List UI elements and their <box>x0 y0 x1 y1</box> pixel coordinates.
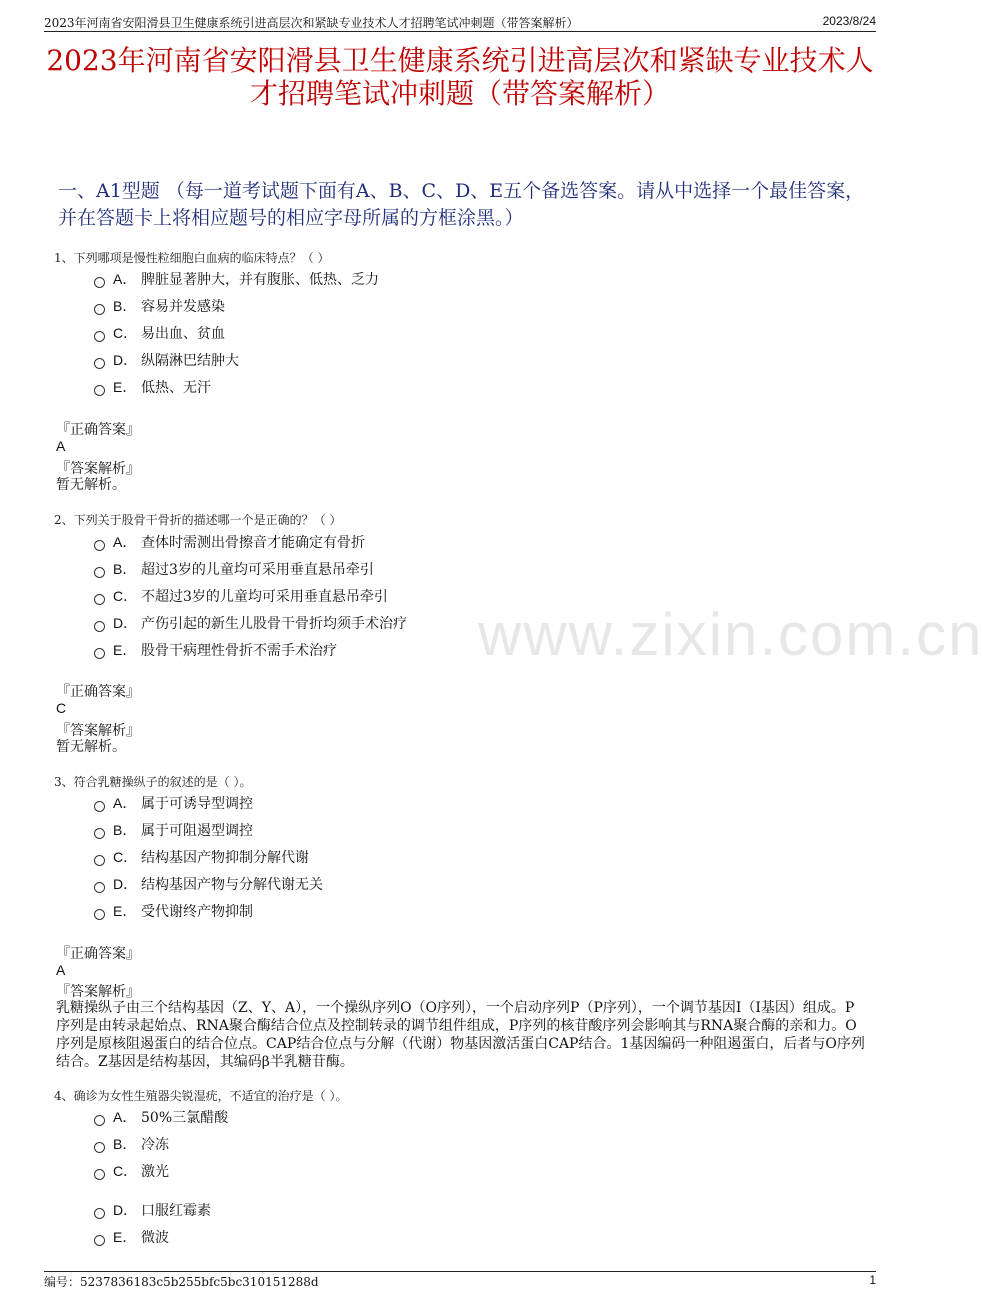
header-divider <box>44 31 876 32</box>
q3-option-b[interactable]: B． 属于可阻遏型调控 <box>94 820 253 840</box>
q4-option-c[interactable]: C． 激光 <box>94 1161 169 1181</box>
question-4: 4、确诊为女性生殖器尖锐湿疣，不适宜的治疗是（ ）。 <box>54 1089 348 1103</box>
q1-analysis: 暂无解析。 <box>56 477 126 493</box>
q4-option-a[interactable]: A． 50%三氯醋酸 <box>94 1107 228 1127</box>
document-id: 编号：5237836183c5b255bfc5bc310151288d <box>44 1275 319 1289</box>
q4-option-d[interactable]: D． 口服红霉素 <box>94 1200 211 1220</box>
page-header-date: 2023/8/24 <box>822 14 876 28</box>
radio-icon[interactable] <box>94 855 105 866</box>
q1-answer-label: 『正确答案』 <box>56 422 140 438</box>
radio-icon[interactable] <box>94 909 105 920</box>
radio-icon[interactable] <box>94 801 105 812</box>
radio-icon[interactable] <box>94 1142 105 1153</box>
q1-option-c[interactable]: C． 易出血、贫血 <box>94 323 225 343</box>
radio-icon[interactable] <box>94 828 105 839</box>
q3-option-c[interactable]: C． 结构基因产物抑制分解代谢 <box>94 847 309 867</box>
q2-option-d[interactable]: D． 产伤引起的新生儿股骨干骨折均须手术治疗 <box>94 613 407 633</box>
q1-answer: A <box>56 438 66 454</box>
radio-icon[interactable] <box>94 385 105 396</box>
q3-option-e[interactable]: E． 受代谢终产物抑制 <box>94 901 253 921</box>
section-heading: 一、A1型题 （每一道考试题下面有A、B、C、D、E五个备选答案。请从中选择一个最佳答案，并在答题卡上将相应题号的相应字母所属的方框涂黑。） <box>58 180 865 229</box>
radio-icon[interactable] <box>94 1115 105 1126</box>
q2-option-a[interactable]: A． 查体时需测出骨擦音才能确定有骨折 <box>94 532 365 552</box>
q3-option-d[interactable]: D． 结构基因产物与分解代谢无关 <box>94 874 323 894</box>
radio-icon[interactable] <box>94 648 105 659</box>
q2-analysis: 暂无解析。 <box>56 739 126 755</box>
q3-option-a[interactable]: A． 属于可诱导型调控 <box>94 793 253 813</box>
radio-icon[interactable] <box>94 1169 105 1180</box>
page-number: 1 <box>869 1273 876 1287</box>
radio-icon[interactable] <box>94 1208 105 1219</box>
q2-analysis-label: 『答案解析』 <box>56 723 140 739</box>
q2-option-c[interactable]: C． 不超过3岁的儿童均可采用垂直悬吊牵引 <box>94 586 388 606</box>
q4-option-e[interactable]: E． 微波 <box>94 1227 169 1247</box>
footer-divider <box>44 1271 876 1272</box>
q3-answer: A <box>56 962 66 978</box>
q1-option-a[interactable]: A． 脾脏显著肿大，并有腹胀、低热、乏力 <box>94 269 379 289</box>
q2-option-b[interactable]: B． 超过3岁的儿童均可采用垂直悬吊牵引 <box>94 559 374 579</box>
q2-answer-label: 『正确答案』 <box>56 684 140 700</box>
question-2: 2、下列关于股骨干骨折的描述哪一个是正确的？（ ） <box>54 513 342 527</box>
radio-icon[interactable] <box>94 304 105 315</box>
q3-analysis-label: 『答案解析』 <box>56 984 140 1000</box>
radio-icon[interactable] <box>94 358 105 369</box>
radio-icon[interactable] <box>94 540 105 551</box>
q3-answer-label: 『正确答案』 <box>56 946 140 962</box>
question-3: 3、符合乳糖操纵子的叙述的是（ ）。 <box>54 775 252 789</box>
q4-option-b[interactable]: B． 冷冻 <box>94 1134 169 1154</box>
radio-icon[interactable] <box>94 594 105 605</box>
q1-option-d[interactable]: D． 纵隔淋巴结肿大 <box>94 350 239 370</box>
q2-answer: C <box>56 700 67 716</box>
q2-option-e[interactable]: E． 股骨干病理性骨折不需手术治疗 <box>94 640 337 660</box>
document-title: 2023年河南省安阳滑县卫生健康系统引进高层次和紧缺专业技术人才招聘笔试冲刺题（带答案解析） <box>46 44 874 110</box>
q1-analysis-label: 『答案解析』 <box>56 461 140 477</box>
q3-analysis: 乳糖操纵子由三个结构基因（Z、Y、A），一个操纵序列O（O序列），一个启动序列P（P序列），一个调节基因I（I基因）组成。P序列是由转录起始点、RNA聚合酶结合位点及控制转录的调节组件组成，P序列的核苷酸序列会影响其与RNA聚合酶的亲和力。O序列是原核阻遏蛋白的结合位点。CAP结合位点与分解（代谢）物基因激活蛋白CAP结合。1基因编码一种阻遏蛋白，后者与O序列结合。Z基因是结构基因，其编码β半乳糖苷酶。 <box>56 1000 865 1070</box>
q1-option-b[interactable]: B． 容易并发感染 <box>94 296 225 316</box>
radio-icon[interactable] <box>94 331 105 342</box>
radio-icon[interactable] <box>94 882 105 893</box>
watermark: www.zixin.com.cn <box>478 601 983 668</box>
page-header-title: 2023年河南省安阳滑县卫生健康系统引进高层次和紧缺专业技术人才招聘笔试冲刺题（带答案解析） <box>44 16 579 30</box>
q1-option-e[interactable]: E． 低热、无汗 <box>94 377 211 397</box>
question-1: 1、下列哪项是慢性粒细胞白血病的临床特点？（ ） <box>54 251 330 265</box>
radio-icon[interactable] <box>94 1235 105 1246</box>
radio-icon[interactable] <box>94 621 105 632</box>
radio-icon[interactable] <box>94 277 105 288</box>
radio-icon[interactable] <box>94 567 105 578</box>
